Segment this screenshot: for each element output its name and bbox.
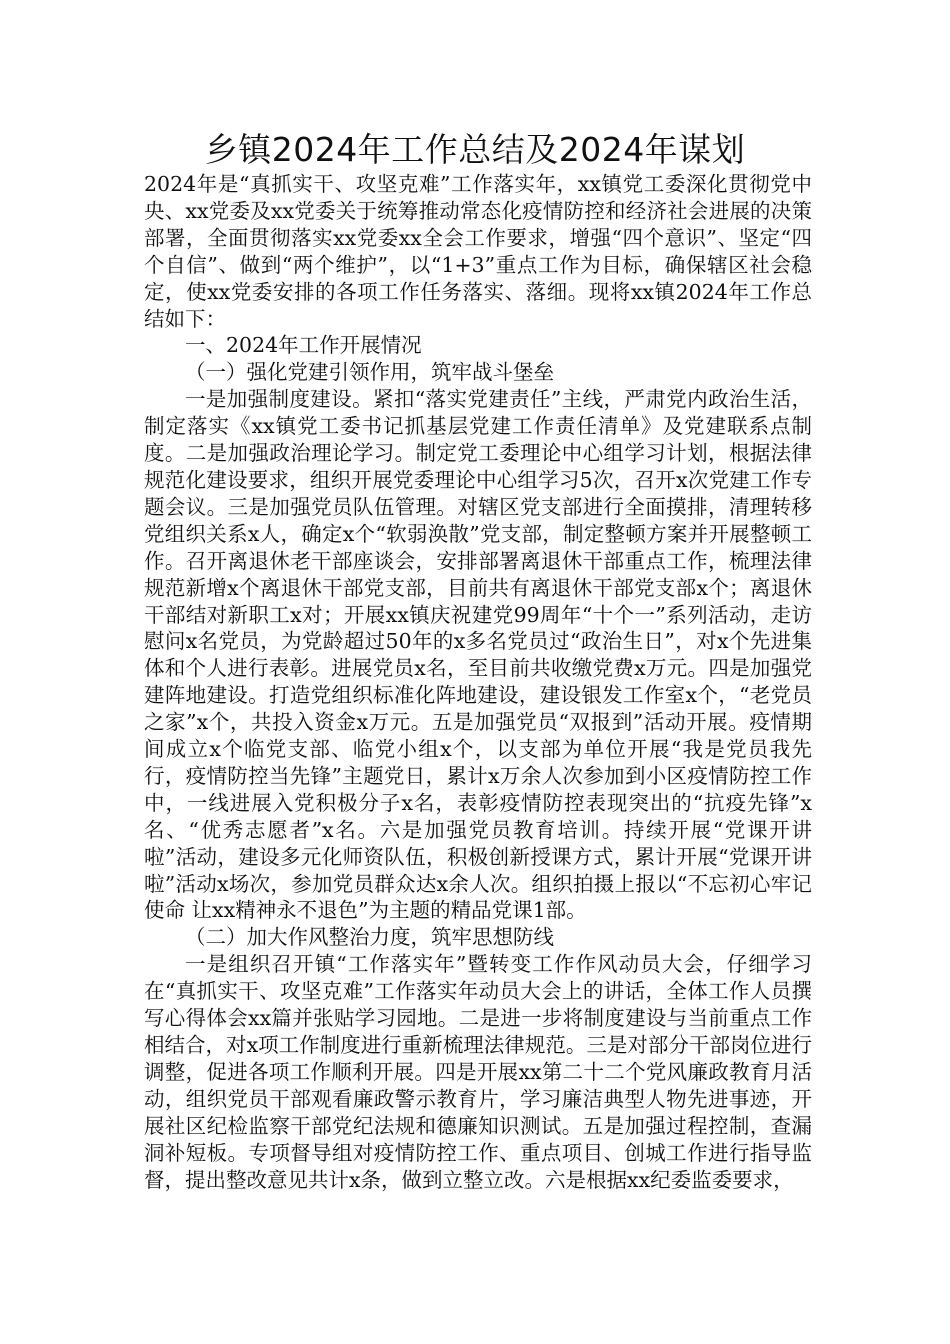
document-title: 乡镇2024年工作总结及2024年谋划 xyxy=(204,130,746,169)
intro-paragraph: 2024年是“真抓实干、攻坚克难”工作落实年，xx镇党工委深化贯彻党中央、xx党委及xx党委关于统筹推动常态化疫情防控和经济社会进展的决策部署，全面贯彻落实xx党委xx全会工作要求，增强“四个意识”、坚定“四个自信”、做到“两个维护”，以“1+3”重点工作为目标，确保辖区社会稳定，使xx党委安排的各项工作任务落实、落细。现将xx镇2024年工作总结如下： xyxy=(144,172,812,331)
subsection-heading: （二）加大作风整治力度，筑牢思想防线 xyxy=(185,925,554,950)
body-paragraph: 一是加强制度建设。紧扣“落实党建责任”主线，严肃党内政治生活，制定落实《xx镇党工委书记抓基层党建工作责任清单》及党建联系点制度。二是加强政治理论学习。制定党工委理论中心组学习计划，根据法律规范化建设要求，组织开展党委理论中心组学习5次，召开x次党建工作专题会议。三是加强党员队伍管理。对辖区党支部进行全面摸排，清理转移党组织关系x人，确定x个“软弱涣散”党支部，制定整顿方案并开展整顿工作。召开离退休老干部座谈会，安排部署离退休干部重点工作，梳理法律规范新增x个离退休干部党支部，目前共有离退休干部党支部x个；离退休干部结对新职工x对；开展xx镇庆祝建党99周年“十个一”系列活动，走访慰问x名党员，为党龄超过50年的x多名党员过“政治生日”，对x个先进集体和个人进行表彰。进展党员x名，至目前共收缴党费x万元。四是加强党建阵地建设。打造党组织标准化阵地建设，建设银发工作室x个，“老党员之家”x个，共投入资金x万元。五是加强党员“双报到”活动开展。疫情期间成立x个临党支部、临党小组x个，以支部为单位开展“我是党员我先行，疫情防控当先锋”主题党日，累计x万余人次参加到小区疫情防控工作中，一线进展入党积极分子x名，表彰疫情防控表现突出的“抗疫先锋”x名、“优秀志愿者”x名。六是加强党员教育培训。持续开展“党课开讲啦”活动，建设多元化师资队伍，积极创新授课方式，累计开展“党课开讲啦”活动x场次，参加党员群众达x余人次。组织拍摄上报以“不忘初心牢记使命 让xx精神永不退色”为主题的精品党课1部。 xyxy=(144,387,812,923)
body-paragraph: 一是组织召开镇“工作落实年”暨转变工作作风动员大会，仔细学习在“真抓实干、攻坚克难”工作落实年动员大会上的讲话，全体工作人员撰写心得体会xx篇并张贴学习园地。二是进一步将制度建设与当前重点工作相结合，对x项工作制度进行重新梳理法律规范。三是对部分干部岗位进行调整，促进各项工作顺利开展。四是开展xx第二十二个党风廉政教育月活动，组织党员干部观看廉政警示教育片，学习廉洁典型人物先进事迹，开展社区纪检监察干部党纪法规和德廉知识测试。五是加强过程控制，查漏洞补短板。专项督导组对疫情防控工作、重点项目、创城工作进行指导监督，提出整改意见共计x条，做到立整立改。六是根据xx纪委监委要求， xyxy=(144,952,812,1192)
section-heading: 一、2024年工作开展情况 xyxy=(185,333,422,358)
document-body xyxy=(144,171,812,1193)
subsection-heading: （一）强化党建引领作用，筑牢战斗堡垒 xyxy=(185,360,554,385)
